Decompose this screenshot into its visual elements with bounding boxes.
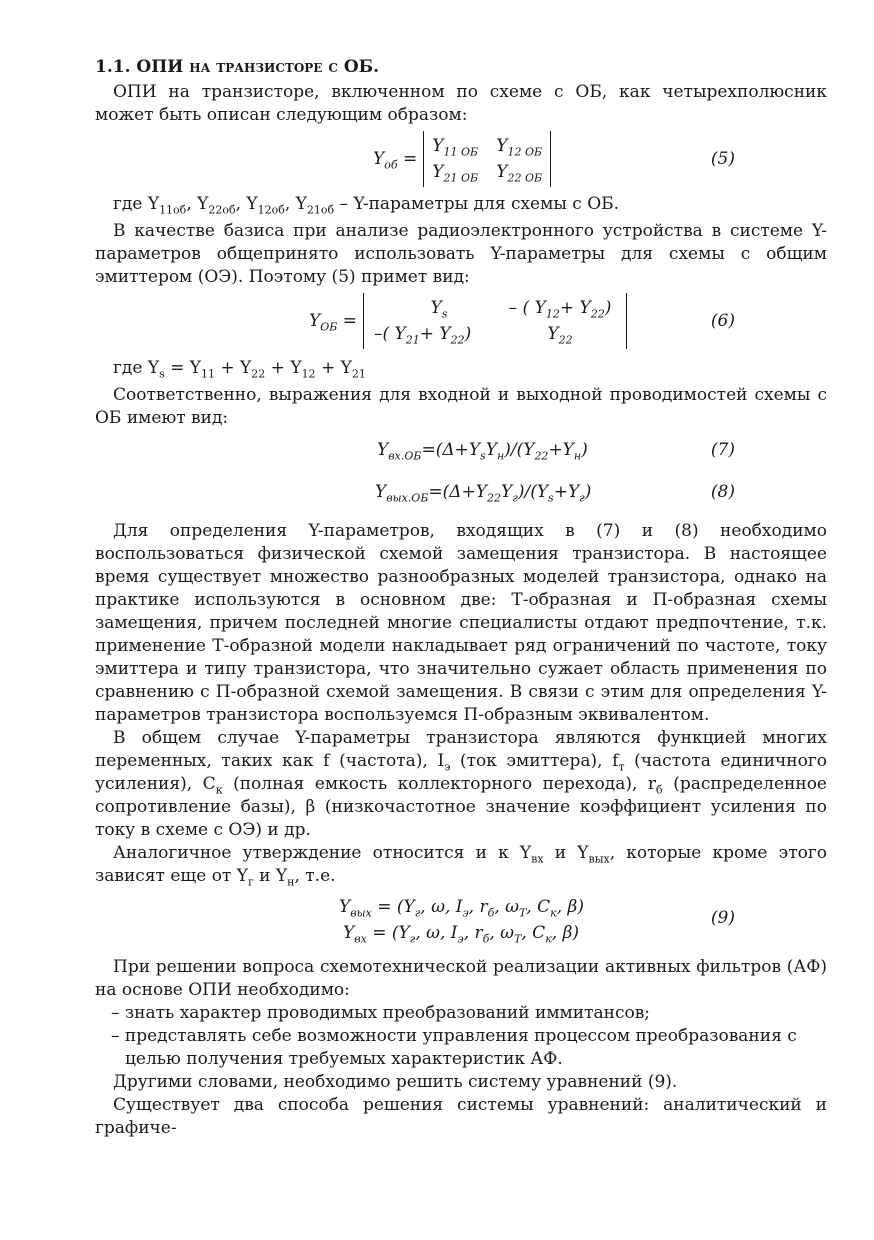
page-content [95, 56, 827, 1140]
list-item: – представлять себе возможности управления процессом преобразования с целью получения требуемых характеристик АФ. [111, 1026, 797, 1069]
paragraph-7: В общем случае Y-параметры транзистора являются функцией многих переменных, таких как f (частота), $I_э$ (ток эмиттера), $f_т$ (частота единичного усиления), $C_к$ (полная емкость коллекторного перехода), $r_б$ (распределенное сопротивление базы), β (низкочастотное значение коэффициент усиления по току в схеме с ОЭ) и др. [95, 728, 827, 840]
eq5-lhs: $Y_{об}$ = [373, 149, 418, 172]
equation-5 [95, 127, 827, 193]
eq6-m22: $Y_{22}$ [547, 324, 573, 347]
equation-9 [95, 888, 827, 950]
eq9-line-2: $Y_{вх} = (Y_г$, ω, $I_э$, $r_б$, $\omega_T$, $C_к$, β) [343, 923, 580, 946]
section-number: 1.1. [95, 57, 131, 77]
paragraph-5: Соответственно, выражения для входной и выходной проводимостей схемы с ОБ имеют вид: [95, 385, 827, 428]
eq5-m12: $Y_{12 ОБ}$ [496, 136, 543, 159]
paragraph-3: В качестве базиса при анализе радиоэлектронного устройства в системе Y-параметров общепринято использовать Y-параметры для схемы с общим эмиттером (ОЭ). Поэтому (5) примет вид: [95, 221, 827, 287]
eq6-row-2 [374, 321, 616, 347]
equation-8 [95, 472, 827, 512]
eq5-matrix [423, 131, 551, 187]
eq5-row-1 [432, 133, 542, 159]
paragraph-2: где $Y_{11об}$, $Y_{22об}$, $Y_{12об}$, $Y_{21об}$ – Y-параметры для схемы с ОБ. [113, 194, 620, 217]
section-heading [95, 56, 827, 79]
requirements-list [95, 1002, 827, 1071]
section-title: ОПИ на транзисторе с ОБ. [136, 57, 380, 77]
eq9-line-1: $Y_{вых} = (Y_г$, ω, $I_э$, $r_б$, $\omega_T$, $C_к$, β) [339, 897, 585, 920]
equation-5-number: (5) [710, 149, 735, 169]
paragraph-4: где $Y_s = Y_{11} + Y_{22} + Y_{12} + Y_{21}$ [113, 358, 366, 381]
paragraph-10: Другими словами, необходимо решить систему уравнений (9). [113, 1072, 678, 1092]
list-item: – знать характер проводимых преобразований иммитансов; [111, 1003, 651, 1023]
paragraph-8: Аналогичное утверждение относится и к $Y_{вх}$ и $Y_{вых}$, которые кроме этого зависят еще от $Y_г$ и $Y_н$, т.е. [95, 843, 827, 889]
eq6-m11: $Y_s$ [430, 298, 448, 321]
equation-5-body [373, 131, 551, 187]
paragraph-11: Существует два способа решения системы уравнений: аналитический и графиче- [95, 1095, 827, 1138]
eq5-row-2 [432, 159, 542, 185]
equation-6 [95, 289, 827, 355]
eq6-m21: –( $Y_{21}+ Y_{22}$) [374, 324, 472, 347]
equation-6-body [309, 293, 627, 349]
equation-7-body: $Y_{вх.ОБ}=(\Delta+Y_sY_н)/(Y_{22}+Y_н)$ [377, 440, 588, 463]
equation-7-number: (7) [710, 440, 735, 460]
eq5-m11: $Y_{11 ОБ}$ [432, 136, 479, 159]
equation-8-body: $Y_{вых.ОБ}=(\Delta+Y_{22}Y_г)/(Y_s+Y_г)$ [375, 482, 592, 505]
eq5-m22: $Y_{22 ОБ}$ [496, 162, 543, 185]
eq6-lhs: $Y_{ОБ}$ = [309, 311, 357, 334]
paragraph-1: ОПИ на транзисторе, включенном по схеме с ОБ, как четырехполюсник может быть описан следующим образом: [95, 82, 827, 125]
paragraph-9: При решении вопроса схемотехнической реализации активных фильтров (АФ) на основе ОПИ необходимо: [95, 957, 827, 1000]
equation-6-number: (6) [710, 311, 735, 331]
eq6-m12: – ( $Y_{12}+ Y_{22}$) [508, 298, 612, 321]
eq6-matrix [363, 293, 627, 349]
equation-7 [95, 430, 827, 472]
eq5-m21: $Y_{21 ОБ}$ [432, 162, 479, 185]
equation-9-number: (9) [710, 908, 735, 928]
eq6-row-1 [374, 295, 616, 321]
equation-8-number: (8) [710, 482, 735, 502]
equation-9-body [339, 894, 584, 946]
paragraph-6: Для определения Y-параметров, входящих в (7) и (8) необходимо воспользоваться физической схемой замещения транзистора. В настоящее время существует множество разнообразных моделей транзистора, однако на практике используются в основном две: Т-образная и П-образная схемы замещения, причем последней многие специалисты отдают предпочтение, т.к. применение Т-образной модели накладывает ряд ограничений по частоте, току эмиттера и типу транзистора, что значительно сужает область применения по сравнению с П-образной схемой замещения. В связи с этим для определения Y-параметров транзистора воспользуемся П-образным эквивалентом. [95, 521, 827, 725]
